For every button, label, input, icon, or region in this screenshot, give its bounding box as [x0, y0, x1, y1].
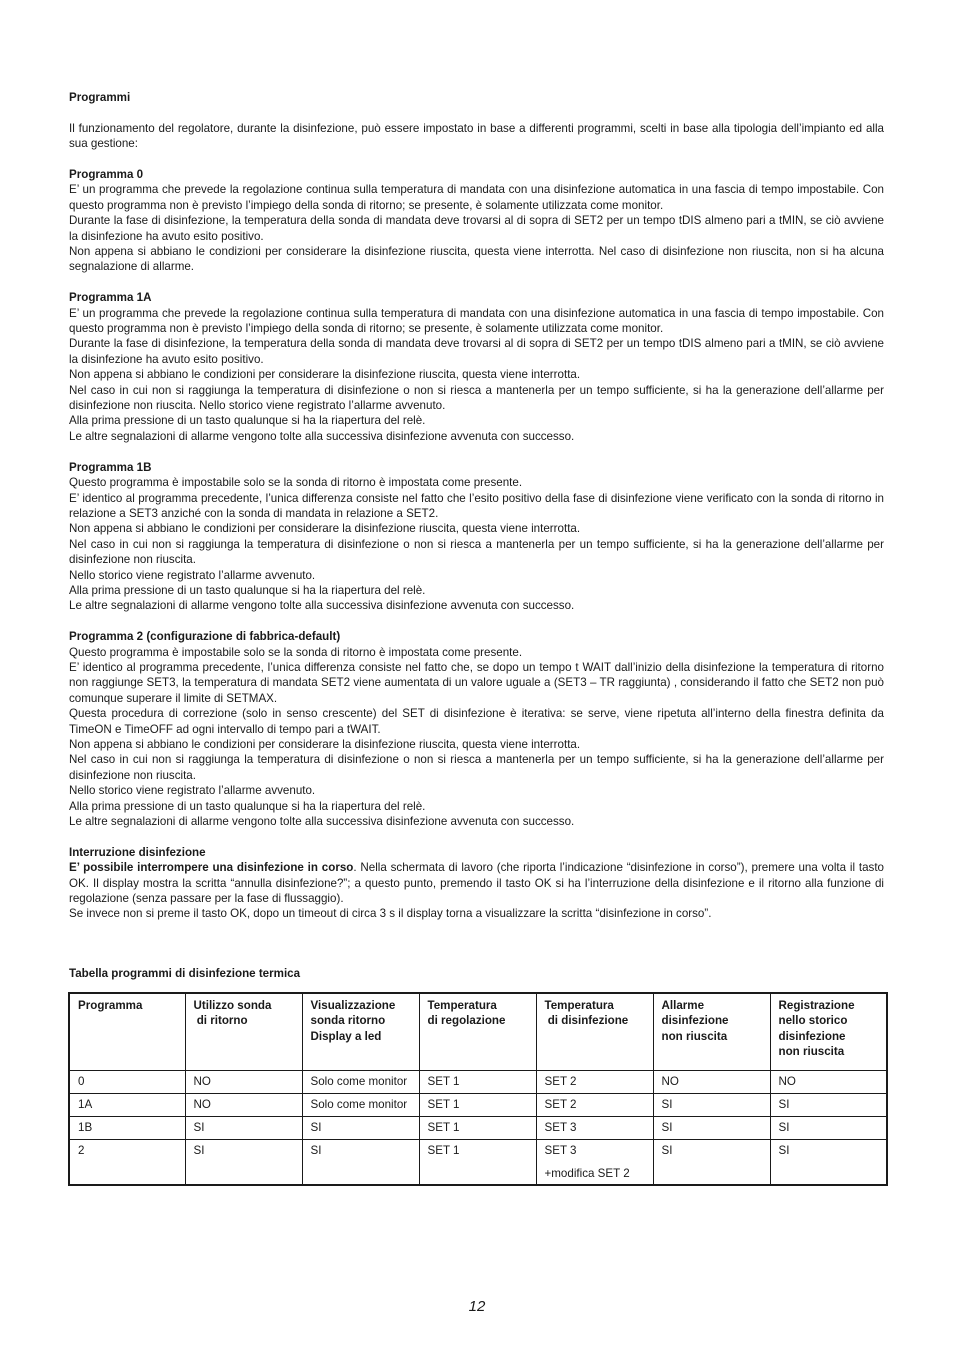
table-cell: Solo come monitor: [302, 1071, 419, 1094]
table-row: [69, 1071, 887, 1094]
table-cell: NO: [770, 1071, 887, 1094]
paragraph: E’ un programma che prevede la regolazione continua sulla temperatura di mandata con una disinfezione automatica in una fascia di tempo impostabile. Con questo programma non è previsto l’impiego della sonda di ritorno; se presente, è solamente utilizzata come monitor.: [69, 183, 884, 212]
table-header-row: [69, 993, 887, 1071]
section-title: Programma 0: [69, 168, 144, 181]
paragraph: Non appena si abbiano le condizioni per considerare la disinfezione riuscita, questa viene interrotta.: [69, 368, 581, 382]
section-title: Programma 1A: [69, 291, 152, 305]
header-cell-utilizzo-sonda: [185, 993, 302, 1071]
table-cell: SI: [185, 1117, 302, 1140]
section-programma-1a: [69, 290, 884, 444]
cell-line-extra: +modifica SET 2: [544, 1167, 630, 1181]
header-line: di disinfezione: [544, 1014, 629, 1028]
header-line: di regolazione: [427, 1014, 506, 1028]
header-line: Registrazione: [778, 999, 855, 1012]
table-cell: SET 1: [419, 1140, 536, 1185]
table-cell: SI: [770, 1117, 887, 1140]
header-cell-visualizzazione: [302, 993, 419, 1071]
header-cell-temp-regolazione: [419, 993, 536, 1071]
header-line: Utilizzo sonda: [193, 999, 272, 1012]
table-cell: NO: [185, 1071, 302, 1094]
table-cell: SI: [770, 1140, 887, 1185]
paragraph: Non appena si abbiano le condizioni per considerare la disinfezione riuscita, questa viene interrotta. Nel caso di disinfezione non riuscita, non si ha alcuna segnalazione di allarme.: [69, 245, 884, 274]
table-cell: SI: [653, 1140, 770, 1185]
paragraph: E’ identico al programma precedente, l’unica differenza consiste nel fatto che l’esito positivo della fase di disinfezione viene verificato con la sonda di ritorno in relazione a SET3 anziché con la sonda di mandata in relazione a SET2.: [69, 491, 884, 520]
table-cell: SET 3: [536, 1117, 653, 1140]
header-cell-registrazione: [770, 993, 887, 1071]
page-number: 12: [468, 1298, 486, 1315]
table-cell: SI: [653, 1117, 770, 1140]
paragraph: Questa procedura di correzione (solo in senso crescente) del SET di disinfezione è iterativa: se serve, viene ripetuta all’interno della finestra definita da TimeON e TimeOFF ad ogni intervallo di tempo pari a tWAIT.: [69, 707, 884, 736]
header-cell-temp-disinfezione: [536, 993, 653, 1071]
table-cell: [536, 1140, 653, 1185]
paragraph: E’ un programma che prevede la regolazione continua sulla temperatura di mandata con una disinfezione automatica in una fascia di tempo impostabile. Con questo programma non è previsto l’impiego della sonda di ritorno; se presente, è solamente utilizzata come monitor.: [69, 306, 884, 336]
table-cell: SI: [302, 1117, 419, 1140]
paragraph: Durante la fase di disinfezione, la temperatura della sonda di mandata deve trovarsi al di sopra di SET2 per un tempo tDIS almeno pari a tMIN, se ciò avviene la disinfezione ha avuto esito positivo.: [69, 337, 884, 366]
table-cell: SI: [185, 1140, 302, 1185]
paragraph: E’ identico al programma precedente, l’unica differenza consiste nel fatto che, se dopo un tempo t WAIT dall’inizio della disinfezione la temperatura di ritorno non raggiunge SET3, la temperatura di mandata SET2 viene aumentata di un valore uguale a (SET3 – TR raggiunta) , considerando il fatto che SET2 non può comunque superare il limite di SETMAX.: [69, 660, 884, 705]
header-cell-allarme: [653, 993, 770, 1071]
paragraph: Non appena si abbiano le condizioni per considerare la disinfezione riuscita, questa viene interrotta.: [69, 737, 581, 751]
table-cell: NO: [653, 1071, 770, 1094]
header-line: disinfezione: [778, 1029, 846, 1043]
table-row: [69, 1094, 887, 1117]
paragraph: Se invece non si preme il tasto OK, dopo un timeout di circa 3 s il display torna a visualizzare la scritta “disinfezione in corso”.: [69, 907, 712, 921]
paragraph: [69, 860, 884, 906]
section-programma-0: [69, 167, 884, 275]
table-title: Tabella programmi di disinfezione termica: [69, 967, 301, 980]
paragraph: Questo programma è impostabile solo se la sonda di ritorno è impostata come presente.: [69, 476, 523, 490]
table-cell: SI: [653, 1094, 770, 1117]
table-cell: SI: [770, 1094, 887, 1117]
table-cell: 2: [69, 1140, 185, 1185]
cell-line: SET 3: [544, 1144, 577, 1157]
paragraph: Nel caso in cui non si raggiunga la temperatura di disinfezione o non si riesca a mantenerla per un tempo sufficiente, si ha la generazione dell’allarme per disinfezione non riuscita.: [69, 537, 884, 567]
header-line: non riuscita: [661, 1029, 728, 1043]
intro-paragraph: Il funzionamento del regolatore, durante la disinfezione, può essere impostato in base a differenti programmi, scelti in base alla tipologia dell’impianto ed alla sua gestione:: [69, 121, 884, 151]
paragraph: Alla prima pressione di un tasto qualunque si ha la riapertura del relè.: [69, 799, 426, 813]
header-line: non riuscita: [778, 1045, 845, 1059]
header-line: Temperatura: [544, 999, 614, 1012]
paragraph: Le altre segnalazioni di allarme vengono tolte alla successiva disinfezione avvenuta con successo.: [69, 815, 575, 829]
table-cell: 1A: [69, 1094, 185, 1117]
table-cell: SET 2: [536, 1094, 653, 1117]
table-cell: 0: [69, 1071, 185, 1094]
section-title: Programma 1B: [69, 460, 152, 474]
bold-lead: E’ possibile interrompere una disinfezione in corso: [69, 861, 354, 875]
table-cell: 1B: [69, 1117, 185, 1140]
section-programma-1b: [69, 460, 884, 614]
table-cell: Solo come monitor: [302, 1094, 419, 1117]
table-cell: SI: [302, 1140, 419, 1185]
header-line: di ritorno: [193, 1014, 248, 1028]
paragraph: Le altre segnalazioni di allarme vengono tolte alla successiva disinfezione avvenuta con successo.: [69, 599, 575, 613]
section-title-programmi: Programmi: [69, 91, 131, 104]
paragraph-rest: . Nella schermata di lavoro (che riporta l’indicazione “disinfezione in corso”), premere una volta il tasto OK. Il display mostra la scritta “annulla disinfezione?”; a questo punto, premendo il tasto OK si ha l’interruzione della disinfezione e il ritorno alla funzione di regolazione (senza passare per la fase di flussaggio).: [69, 861, 884, 906]
header-line: Temperatura: [427, 999, 497, 1012]
paragraph: Alla prima pressione di un tasto qualunque si ha la riapertura del relè.: [69, 414, 426, 428]
table-cell: SET 1: [419, 1094, 536, 1117]
table-cell: SET 2: [536, 1071, 653, 1094]
section-title: Interruzione disinfezione: [69, 845, 206, 859]
programs-table: [68, 992, 888, 1186]
header-cell-programma: [69, 993, 185, 1071]
section-title: Programma 2 (configurazione di fabbrica-default): [69, 630, 341, 644]
header-line: nello storico: [778, 1014, 848, 1028]
table-cell: SET 1: [419, 1117, 536, 1140]
header-line: sonda ritorno: [310, 1014, 386, 1028]
section-programma-2: [69, 629, 884, 829]
paragraph: Durante la fase di disinfezione, la temperatura della sonda di mandata deve trovarsi al di sopra di SET2 per un tempo tDIS almeno pari a tMIN, se ciò avviene la disinfezione ha avuto esito positivo.: [69, 214, 884, 243]
table-cell: NO: [185, 1094, 302, 1117]
section-interruzione: [69, 845, 884, 922]
table-cell: SET 1: [419, 1071, 536, 1094]
paragraph: Nel caso in cui non si raggiunga la temperatura di disinfezione o non si riesca a mantenerla per un tempo sufficiente, si ha la generazione dell’allarme per disinfezione non riuscita.: [69, 753, 884, 782]
header-line: Display a led: [310, 1029, 382, 1043]
header-line: Allarme: [661, 999, 705, 1012]
table-row: [69, 1117, 887, 1140]
paragraph: Non appena si abbiano le condizioni per considerare la disinfezione riuscita, questa viene interrotta.: [69, 522, 581, 536]
header-line: Programma: [78, 999, 143, 1012]
paragraph: Questo programma è impostabile solo se la sonda di ritorno è impostata come presente.: [69, 645, 523, 659]
header-line: Visualizzazione: [310, 999, 396, 1012]
paragraph: Alla prima pressione di un tasto qualunque si ha la riapertura del relè.: [69, 583, 426, 597]
paragraph: Le altre segnalazioni di allarme vengono tolte alla successiva disinfezione avvenuta con successo.: [69, 429, 575, 443]
document-body: [69, 90, 884, 922]
paragraph: Nel caso in cui non si raggiunga la temperatura di disinfezione o non si riesca a mantenerla per un tempo sufficiente, si ha la generazione dell’allarme per disinfezione non riuscita. Nello storico viene registrato l’allarme avvenuto.: [69, 383, 884, 413]
paragraph: Nello storico viene registrato l’allarme avvenuto.: [69, 568, 316, 582]
paragraph: Nello storico viene registrato l’allarme avvenuto.: [69, 784, 316, 798]
header-line: disinfezione: [661, 1014, 729, 1028]
table-row: [69, 1140, 887, 1185]
